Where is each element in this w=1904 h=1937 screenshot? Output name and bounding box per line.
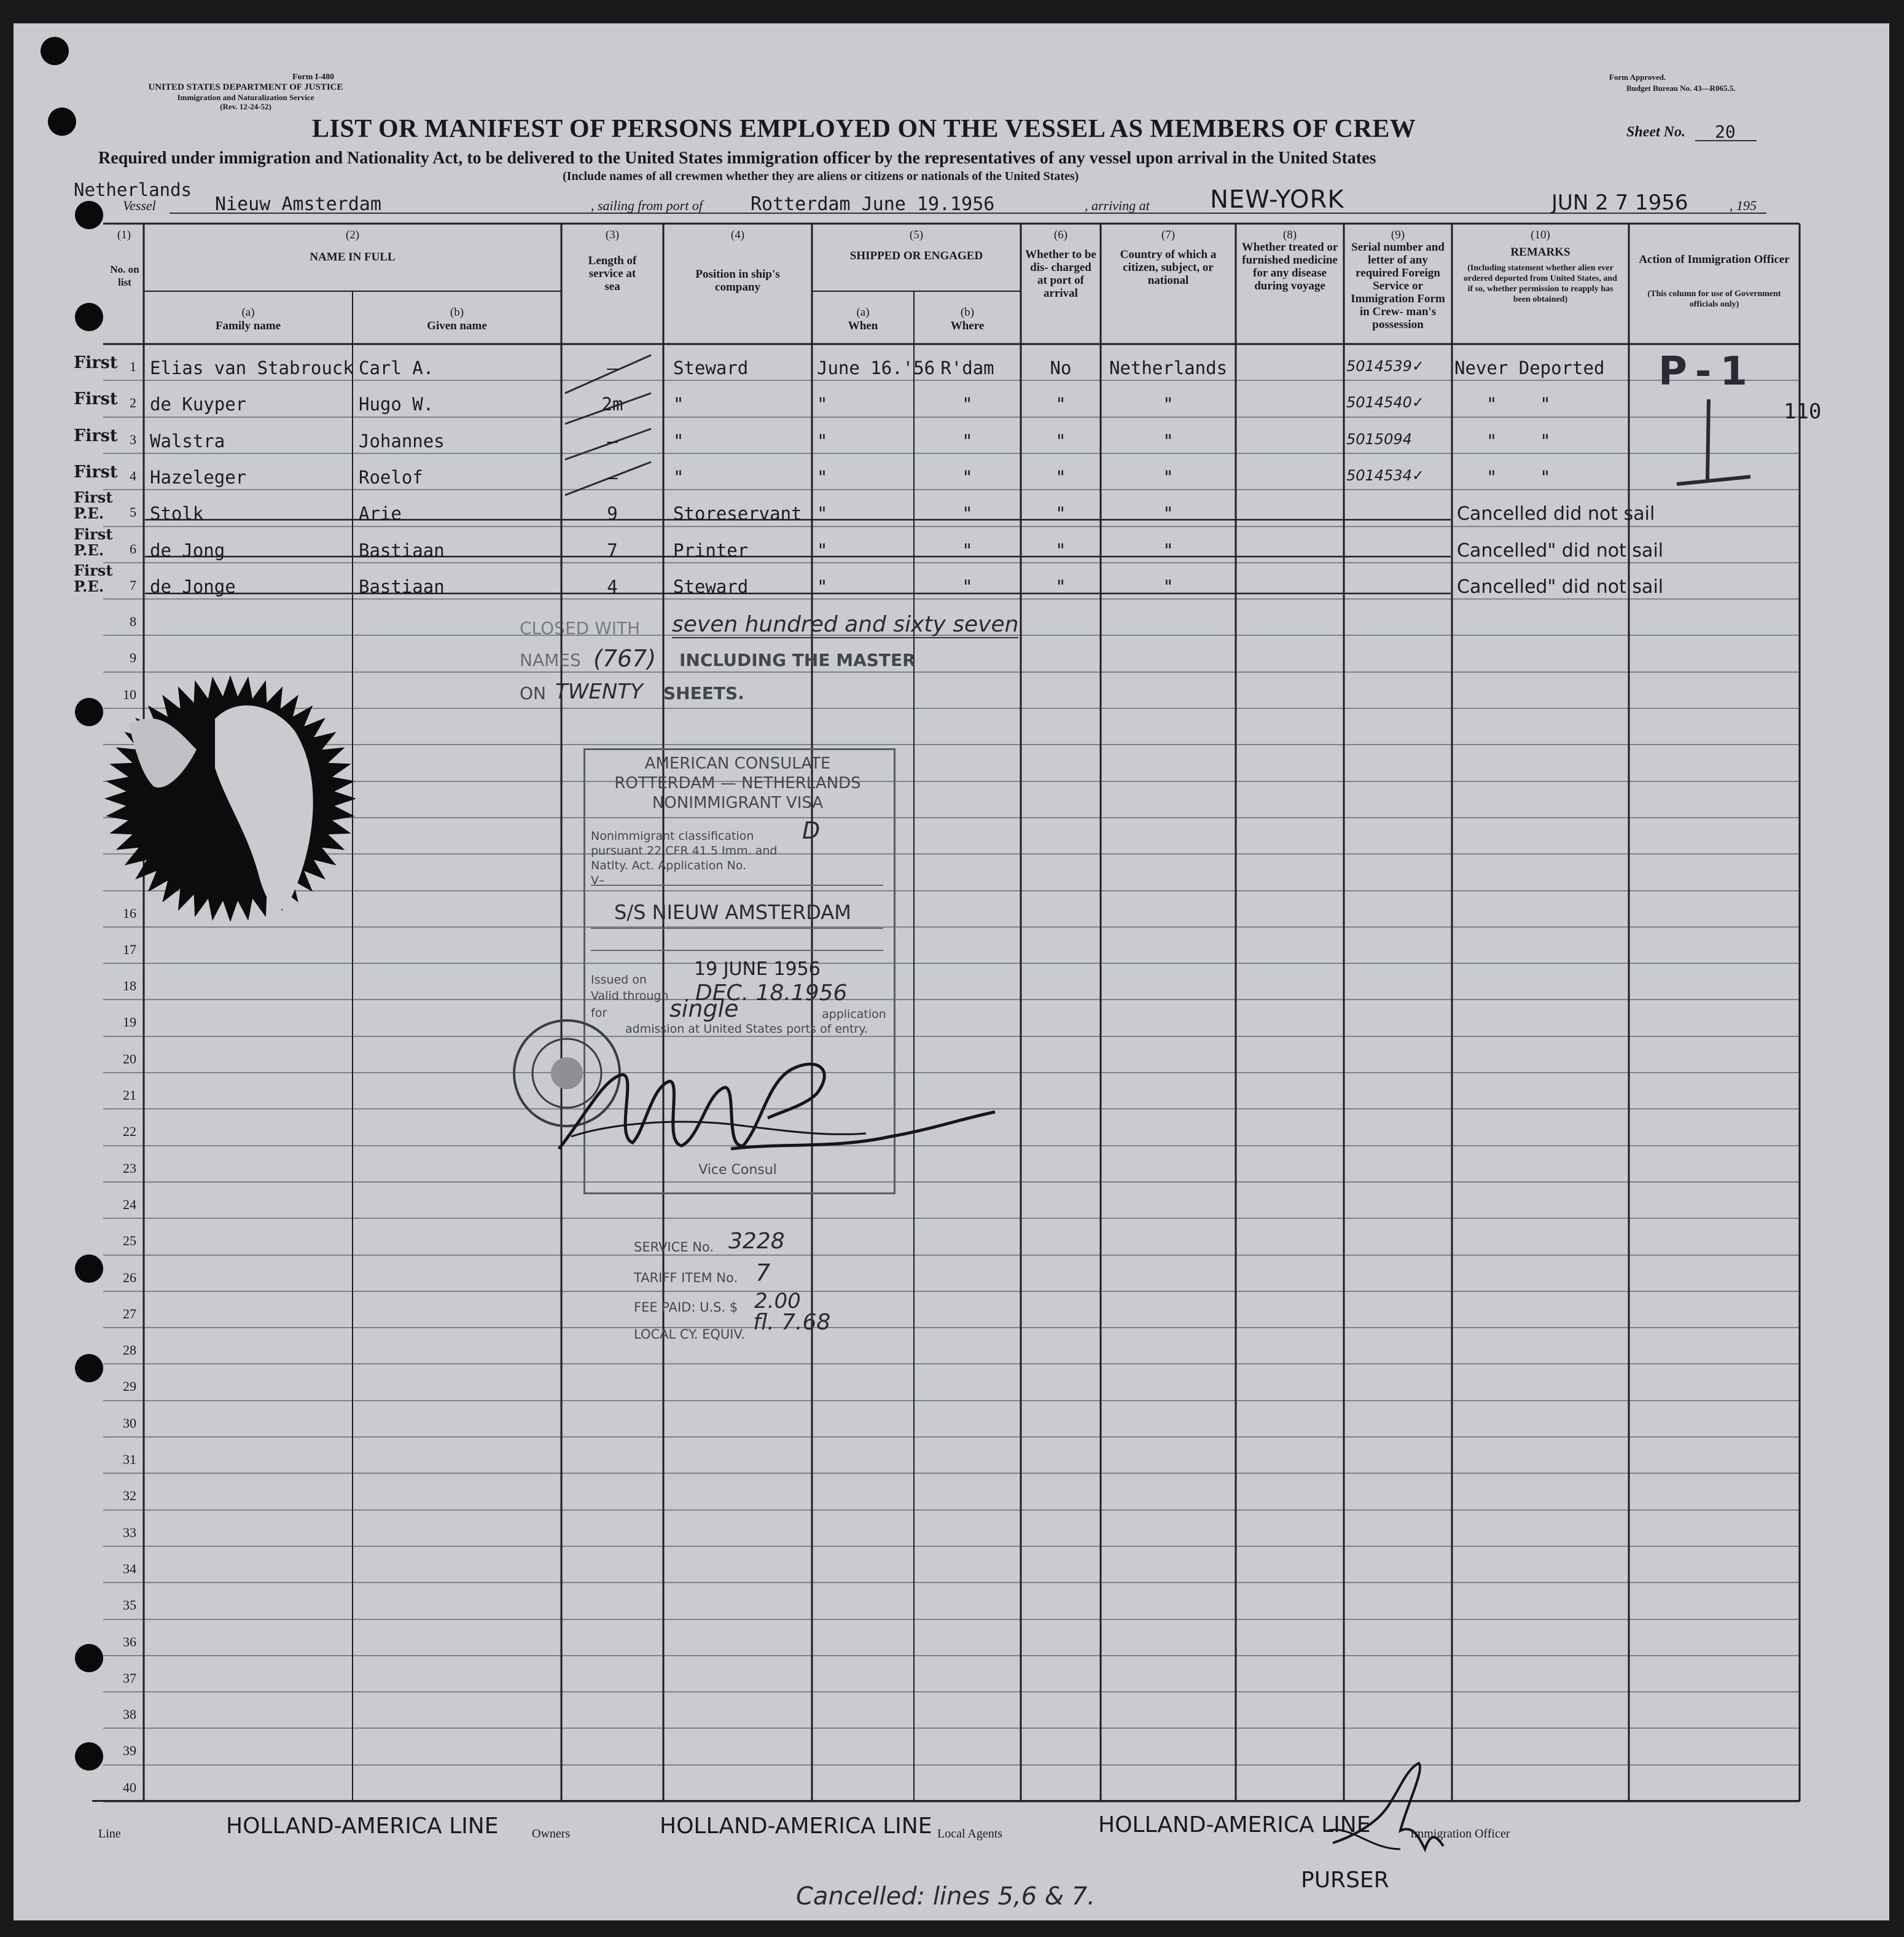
row-prefix: First P.E. — [74, 525, 113, 559]
cell-remarks: " " — [1486, 467, 1551, 488]
cell-country: Netherlands — [1109, 358, 1228, 378]
agents-label: Local Agents — [937, 1827, 1003, 1841]
cancelled-note: Cancelled: lines 5,6 & 7. — [796, 1882, 1095, 1911]
cell-remarks: Cancelled did not sail — [1457, 503, 1655, 525]
cell-country: " — [1163, 576, 1174, 597]
action-bracket — [1658, 393, 1769, 491]
service: Immigration and Naturalization Service — [177, 93, 314, 102]
row-prefix: First — [74, 389, 118, 409]
classification-value: D — [802, 817, 821, 844]
consulate-line2: ROTTERDAM — NETHERLANDS — [614, 774, 861, 792]
line-number: 9 — [130, 650, 136, 665]
line-number: 1 — [130, 359, 136, 374]
form-approved: Form Approved. — [1609, 72, 1666, 82]
line-number: 37 — [123, 1670, 136, 1686]
on-label: ON — [520, 683, 546, 703]
col9-num: (9) — [1391, 229, 1405, 241]
line-number: 6 — [130, 541, 136, 557]
arriving-label: , arriving at — [1085, 198, 1150, 213]
cell-where: " — [962, 540, 973, 561]
line-number: 34 — [123, 1561, 136, 1576]
cell-position: " — [673, 394, 684, 415]
cell-given: Roelof — [359, 467, 423, 488]
vessel-label: Vessel — [123, 198, 156, 213]
line-number: 40 — [123, 1780, 136, 1795]
cell-remarks: " " — [1486, 431, 1551, 452]
consulate-line1: AMERICAN CONSULATE — [644, 754, 831, 773]
cell-position: " — [673, 431, 684, 452]
sailing-label: , sailing from port of — [591, 198, 703, 213]
year-suffix: , 195 — [1730, 198, 1757, 213]
issued-value: 19 JUNE 1956 — [694, 958, 821, 980]
ship-name: S/S NIEUW AMSTERDAM — [614, 901, 851, 924]
sheet-no-label: Sheet No. — [1626, 124, 1685, 140]
pursuant-text: pursuant 22 CFR 41.5 Imm. and — [591, 844, 778, 858]
names-count: (767) — [593, 645, 657, 672]
cell-length: – — [607, 431, 618, 452]
line-number: 25 — [123, 1233, 136, 1248]
line-number: 10 — [123, 687, 136, 702]
line-number: 19 — [123, 1014, 136, 1030]
cell-where: " — [962, 467, 973, 488]
cell-given: Carl A. — [359, 358, 434, 378]
line-label: Line — [98, 1827, 121, 1841]
cell-discharged: " — [1055, 431, 1066, 452]
cell-where: R'dam — [940, 358, 994, 378]
cell-where: " — [962, 431, 973, 452]
cell-family: Elias van Stabrouck — [150, 358, 354, 378]
cell-given: Bastiaan — [359, 576, 445, 597]
col8-num: (8) — [1282, 229, 1297, 241]
cell-where: " — [962, 503, 973, 524]
valid-value: DEC. 18.1956 — [695, 980, 848, 1006]
col11-label: Action of Immigration Officer — [1639, 253, 1790, 266]
line-number: 39 — [123, 1743, 136, 1758]
row-prefix: First — [74, 463, 118, 482]
v-label: V– — [591, 874, 605, 887]
line-number: 4 — [130, 468, 136, 483]
cell-discharged: " — [1055, 540, 1066, 561]
line-number: 31 — [123, 1452, 136, 1467]
action-mark: P-1 — [1658, 349, 1756, 394]
col6-num: (6) — [1053, 229, 1068, 241]
line-number: 7 — [130, 577, 136, 593]
owners-label: Owners — [532, 1827, 571, 1841]
cell-position: Steward — [673, 358, 749, 378]
col10-sub: (Including statement whether alien ever ordered deported from United States, and if so, whether permission to reapply has been obtained) — [1464, 264, 1617, 304]
line-number: 26 — [123, 1270, 136, 1285]
port-and-date: Rotterdam June 19.1956 — [751, 194, 995, 215]
col5a-num: (a) — [856, 306, 870, 319]
cell-family: de Jonge — [150, 576, 236, 597]
purser-label: PURSER — [1301, 1868, 1389, 1893]
line-number: 24 — [123, 1197, 136, 1212]
col2-num: (2) — [345, 229, 360, 241]
col11-sub: (This column for use of Government officials only) — [1647, 289, 1781, 309]
col5a-label: When — [848, 319, 878, 332]
cell-remarks: Never Deported — [1454, 358, 1605, 378]
closed-with-words: seven hundred and sixty seven — [672, 612, 1019, 637]
cell-serial: 5014539✓ — [1346, 358, 1424, 375]
for-label: for — [591, 1006, 607, 1020]
line-number: 36 — [123, 1634, 136, 1649]
stamp-rule — [591, 928, 883, 929]
budget-bureau: Budget Bureau No. 43—R065.5. — [1626, 84, 1736, 93]
cell-remarks: " " — [1486, 394, 1551, 415]
col2b-label: Given name — [427, 319, 487, 332]
stamp-rule — [591, 950, 883, 951]
col10-num: (10) — [1531, 229, 1550, 241]
cell-family: Walstra — [150, 431, 225, 452]
line-number: 21 — [123, 1087, 136, 1103]
cell-length: 9 — [607, 503, 618, 524]
admission-text: admission at United States ports of entry. — [625, 1022, 868, 1036]
col5b-num: (b) — [960, 306, 975, 319]
line-number: 5 — [130, 504, 136, 520]
row-prefix: First P.E. — [74, 488, 113, 522]
cell-position: Storeservant — [673, 503, 802, 524]
col5-label: SHIPPED OR ENGAGED — [849, 249, 983, 262]
cell-length: – — [607, 358, 618, 378]
cell-when: " — [817, 431, 828, 452]
cell-family: de Kuyper — [150, 394, 247, 415]
form-number: Form I-480 — [292, 72, 335, 82]
stamp-rule — [591, 885, 883, 886]
purser-signature — [1314, 1757, 1449, 1880]
classification-label: Nonimmigrant classification — [591, 829, 754, 843]
line-number: 30 — [123, 1415, 136, 1431]
including-master: INCLUDING THE MASTER — [679, 650, 916, 670]
col9-label: Serial number and letter of any required Foreign Service or Immigration Form in Crew- man's possession — [1351, 241, 1445, 331]
consulate-line3: NONIMMIGRANT VISA — [652, 794, 824, 812]
subtitle-note: (Include names of all crewmen whether they are aliens or citizens or nationals of the United States) — [563, 170, 1079, 183]
cell-country: " — [1163, 394, 1174, 415]
page-title: LIST OR MANIFEST OF PERSONS EMPLOYED ON THE VESSEL AS MEMBERS OF CREW — [312, 115, 1416, 143]
cell-position: Printer — [673, 540, 749, 561]
cell-discharged: No — [1050, 358, 1072, 378]
col8-label: Whether treated or furnished medicine for any disease during voyage — [1241, 241, 1338, 292]
cell-family: Hazeleger — [150, 467, 247, 488]
side-number: 110 — [1784, 399, 1822, 424]
cell-discharged: " — [1055, 576, 1066, 597]
cell-discharged: " — [1055, 503, 1066, 524]
row-prefix: First — [74, 426, 118, 445]
sheets-label: SHEETS. — [663, 683, 744, 703]
cell-given: Hugo W. — [359, 394, 434, 415]
line-number: 28 — [123, 1342, 136, 1358]
col2a-label: Family name — [215, 319, 281, 332]
cell-when: June 16.'56 — [817, 358, 935, 378]
cell-position: " — [673, 467, 684, 488]
cell-country: " — [1163, 467, 1174, 488]
cell-given: Johannes — [359, 431, 445, 452]
col1-num: (1) — [117, 229, 131, 241]
col4-label: Position in ship's company — [695, 268, 780, 294]
cell-serial: 5015094 — [1346, 431, 1412, 448]
fee-value: 2.00 — [754, 1289, 801, 1313]
cell-country: " — [1163, 431, 1174, 452]
cell-position: Steward — [673, 576, 749, 597]
vessel-name: Nieuw Amsterdam — [215, 194, 381, 215]
line-number: 35 — [123, 1597, 136, 1613]
line-number: 38 — [123, 1707, 136, 1722]
col2-label: NAME IN FULL — [310, 251, 396, 264]
cell-given: Bastiaan — [359, 540, 445, 561]
sheets-count: TWENTY — [555, 679, 643, 704]
cell-serial: 5014534✓ — [1346, 467, 1424, 484]
cell-length: 4 — [607, 576, 618, 597]
cell-serial: 5014540✓ — [1346, 394, 1424, 411]
col7-label: Country of which a citizen, subject, or national — [1120, 248, 1217, 287]
issued-label: Issued on — [591, 973, 647, 987]
col6-label: Whether to be dis- charged at port of arrival — [1025, 248, 1096, 300]
cell-where: " — [962, 394, 973, 415]
cell-discharged: " — [1055, 394, 1066, 415]
col5b-label: Where — [950, 319, 985, 332]
sheet-no-value: 20 — [1715, 122, 1736, 142]
cell-when: " — [817, 467, 828, 488]
department: UNITED STATES DEPARTMENT OF JUSTICE — [148, 82, 343, 92]
line-number: 32 — [123, 1488, 136, 1503]
line-number: 2 — [130, 395, 136, 410]
line-number: 16 — [123, 906, 136, 921]
line-number: 29 — [123, 1379, 136, 1394]
tariff-label: TARIFF ITEM No. — [634, 1270, 738, 1285]
cell-when: " — [817, 394, 828, 415]
row-prefix: First P.E. — [74, 562, 113, 595]
officer-label: Immigration Officer — [1410, 1827, 1510, 1841]
line-number: 8 — [130, 614, 136, 629]
agents-value: HOLLAND-AMERICA LINE — [1098, 1812, 1371, 1837]
valid-label: Valid through — [591, 989, 669, 1003]
cell-length: 7 — [607, 540, 618, 561]
line-number: 20 — [123, 1051, 136, 1066]
cell-given: Arie — [359, 503, 402, 524]
col10-label: REMARKS — [1510, 246, 1570, 259]
arrival-date: JUN 2 7 1956 — [1551, 190, 1688, 215]
cell-remarks: Cancelled" did not sail — [1457, 540, 1664, 562]
line-number: 17 — [123, 942, 136, 957]
cell-family: de Jong — [150, 540, 225, 561]
vice-consul: Vice Consul — [698, 1162, 777, 1178]
vessel-flag: Netherlands — [74, 179, 192, 200]
names-label: NAMES — [520, 650, 581, 670]
row-prefix: First — [74, 353, 118, 372]
line-value: HOLLAND-AMERICA LINE — [226, 1814, 499, 1839]
cell-where: " — [962, 576, 973, 597]
cell-discharged: " — [1055, 467, 1066, 488]
cell-length: 2m — [601, 394, 623, 415]
col7-num: (7) — [1161, 229, 1176, 241]
line-number: 3 — [130, 432, 136, 447]
col1-label: No. on list — [110, 264, 139, 288]
col2b-num: (b) — [450, 306, 464, 319]
vice-consul-signature — [547, 1044, 1001, 1167]
arrival-port: NEW-YORK — [1210, 186, 1344, 214]
cell-when: " — [817, 503, 828, 524]
natlty-text: Natlty. Act. Application No. — [591, 859, 747, 872]
cell-country: " — [1163, 540, 1174, 561]
embossed-seal — [92, 670, 369, 928]
for-value: single — [669, 995, 739, 1022]
cell-remarks: Cancelled" did not sail — [1457, 576, 1664, 598]
col5-num: (5) — [909, 229, 924, 241]
line-number: 18 — [123, 978, 136, 993]
service-no-value: 3228 — [728, 1229, 785, 1254]
subtitle: Required under immigration and Nationality Act, to be delivered to the United States immigration officer by the representatives of any vessel upon arrival in the United States — [98, 149, 1376, 168]
cell-family: Stolk — [150, 503, 204, 524]
col2a-num: (a) — [241, 306, 255, 319]
line-number: 33 — [123, 1525, 136, 1540]
footer-rule — [92, 1800, 1800, 1802]
line-number: 22 — [123, 1124, 136, 1139]
line-number: 23 — [123, 1160, 136, 1176]
line-number: 27 — [123, 1306, 136, 1321]
local-equiv-label: LOCAL CY. EQUIV. — [634, 1327, 745, 1342]
fee-label: FEE PAID: U.S. $ — [634, 1300, 738, 1315]
local-equiv-value: fl. 7.68 — [753, 1310, 831, 1335]
col3-num: (3) — [605, 229, 620, 241]
tariff-value: 7 — [755, 1259, 771, 1286]
cell-when: " — [817, 540, 828, 561]
closed-with-label: CLOSED WITH — [520, 618, 641, 638]
cell-length: – — [607, 467, 618, 488]
owners-value: HOLLAND-AMERICA LINE — [660, 1814, 932, 1839]
service-no-label: SERVICE No. — [634, 1240, 714, 1254]
cell-country: " — [1163, 503, 1174, 524]
revision: (Rev. 12-24-52) — [220, 102, 271, 111]
application-label: application — [822, 1008, 886, 1021]
col4-num: (4) — [730, 229, 745, 241]
col3-label: Length of service at sea — [588, 254, 637, 293]
cell-when: " — [817, 576, 828, 597]
